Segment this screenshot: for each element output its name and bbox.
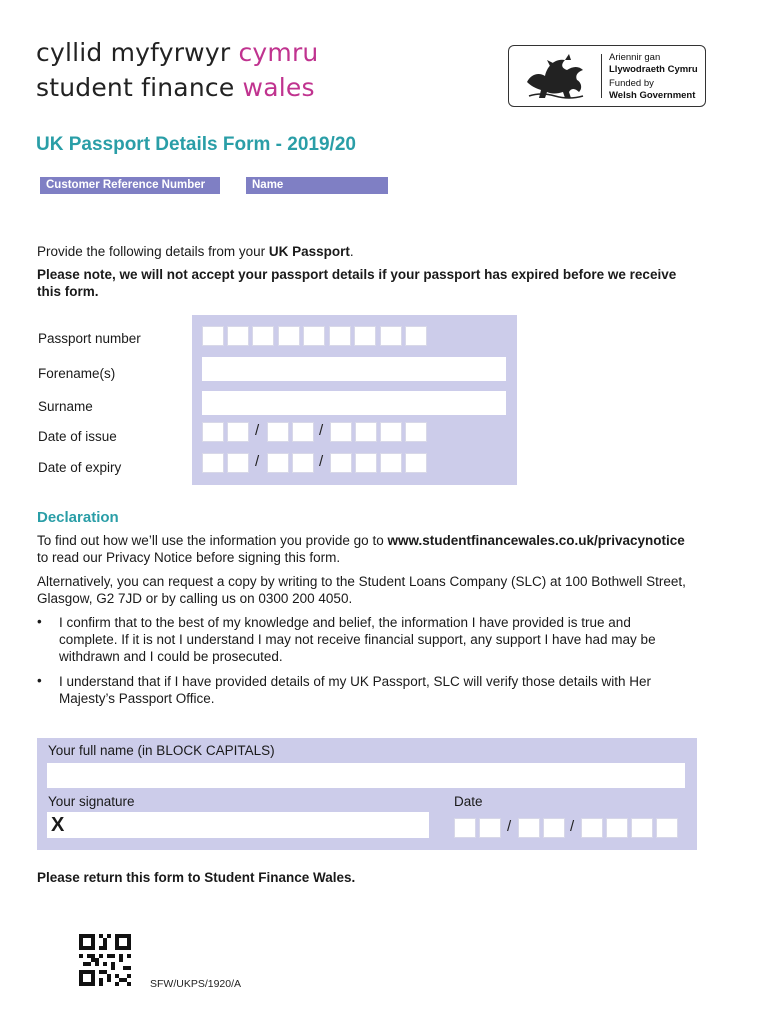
expiry-day-cell[interactable] (227, 453, 249, 473)
name-label: Name (252, 179, 284, 191)
verify-line-1: I understand that if I have provided details of my UK Passport, SLC will verify those details with Her (59, 674, 652, 689)
barcode-icon (79, 934, 131, 986)
alternative-line-2: Glasgow, G2 7JD or by calling us on 0300 200 4050. (37, 591, 353, 606)
expiry-month-cell[interactable] (292, 453, 314, 473)
intro-text: Provide the following details from your UK Passport. (37, 244, 354, 259)
date-of-issue-label: Date of issue (38, 429, 117, 444)
issue-month-cell[interactable] (267, 422, 289, 442)
issue-year-cell[interactable] (355, 422, 377, 442)
sign-year-cell[interactable] (581, 818, 603, 838)
expiry-note: Please note, we will not accept your passport details if your passport has expired before we receive this form. (37, 267, 677, 299)
surname-label: Surname (38, 399, 93, 414)
confirm-line-3: withdrawn and I could be prosecuted. (59, 649, 283, 664)
issue-year-cell[interactable] (330, 422, 352, 442)
passport-details-panel (192, 315, 517, 485)
sign-day-cell[interactable] (454, 818, 476, 838)
issue-day-cell[interactable] (227, 422, 249, 442)
passport-number-cell[interactable] (303, 326, 325, 346)
form-title: UK Passport Details Form - 2019/20 (36, 134, 356, 155)
issue-month-cell[interactable] (292, 422, 314, 442)
sign-month-cell[interactable] (543, 818, 565, 838)
privacy-paragraph: To find out how we’ll use the information you provide go to www.studentfinancewales.co.uk/privacynotice (37, 533, 685, 548)
full-name-label: Your full name (in BLOCK CAPITALS) (48, 743, 275, 758)
sign-day-cell[interactable] (479, 818, 501, 838)
bullet-marker: • (37, 673, 42, 688)
passport-number-cell[interactable] (202, 326, 224, 346)
date-separator: / (570, 818, 575, 835)
expiry-day-cell[interactable] (202, 453, 224, 473)
signature-date-label: Date (454, 794, 483, 809)
date-separator: / (255, 453, 260, 470)
passport-number-label: Passport number (38, 331, 141, 346)
passport-number-cell[interactable] (227, 326, 249, 346)
signature-label: Your signature (48, 794, 135, 809)
forenames-input[interactable] (202, 357, 506, 381)
brand-line-welsh: cyllid myfyrwyr cymru (36, 38, 319, 67)
expiry-month-cell[interactable] (267, 453, 289, 473)
logo-divider (601, 54, 602, 98)
passport-number-cell[interactable] (329, 326, 351, 346)
sign-year-cell[interactable] (656, 818, 678, 838)
name-field[interactable] (246, 177, 388, 194)
expiry-year-cell[interactable] (355, 453, 377, 473)
issue-day-cell[interactable] (202, 422, 224, 442)
date-of-expiry-label: Date of expiry (38, 460, 122, 475)
date-separator: / (255, 422, 260, 439)
expiry-year-cell[interactable] (380, 453, 402, 473)
passport-number-cell[interactable] (405, 326, 427, 346)
verify-line-2: Majesty’s Passport Office. (59, 691, 215, 706)
sign-month-cell[interactable] (518, 818, 540, 838)
customer-reference-field[interactable] (40, 177, 220, 194)
declaration-heading: Declaration (37, 509, 119, 526)
sign-year-cell[interactable] (606, 818, 628, 838)
passport-number-cell[interactable] (278, 326, 300, 346)
privacy-link[interactable]: www.studentfinancewales.co.uk/privacynotice (387, 533, 685, 548)
surname-input[interactable] (202, 391, 506, 415)
date-separator: / (319, 453, 324, 470)
return-note: Please return this form to Student Finance Wales. (37, 870, 356, 885)
forenames-label: Forename(s) (38, 366, 116, 381)
date-separator: / (507, 818, 512, 835)
customer-reference-label: Customer Reference Number (46, 179, 206, 191)
form-code: SFW/UKPS/1920/A (150, 978, 242, 990)
confirm-line-2: complete. If it is not I understand I may not receive financial support, any support I have had may be (59, 632, 656, 647)
privacy-paragraph-end: to read our Privacy Notice before signing this form. (37, 550, 341, 565)
signature-panel (37, 738, 697, 850)
alternative-line-1: Alternatively, you can request a copy by writing to the Student Loans Company (SLC) at 100 Bothwell Street, (37, 574, 686, 589)
issue-year-cell[interactable] (380, 422, 402, 442)
bullet-marker: • (37, 614, 42, 629)
signature-mark: X (51, 814, 65, 836)
expiry-year-cell[interactable] (405, 453, 427, 473)
expiry-year-cell[interactable] (330, 453, 352, 473)
date-separator: / (319, 422, 324, 439)
welsh-government-logo (508, 45, 706, 107)
signature-input[interactable] (47, 812, 429, 838)
brand-line-english: student finance wales (36, 73, 315, 102)
full-name-input[interactable] (47, 763, 685, 788)
dragon-icon (521, 52, 591, 100)
gov-welsh-small: Ariennir gan (609, 52, 661, 63)
gov-welsh-bold: Llywodraeth Cymru (609, 64, 698, 75)
gov-english-bold: Welsh Government (609, 90, 696, 101)
confirm-line-1: I confirm that to the best of my knowledge and belief, the information I have provided is true and (59, 615, 631, 630)
issue-year-cell[interactable] (405, 422, 427, 442)
gov-english-small: Funded by (609, 78, 654, 89)
passport-number-cell[interactable] (380, 326, 402, 346)
sign-year-cell[interactable] (631, 818, 653, 838)
passport-number-cell[interactable] (252, 326, 274, 346)
passport-number-cell[interactable] (354, 326, 376, 346)
